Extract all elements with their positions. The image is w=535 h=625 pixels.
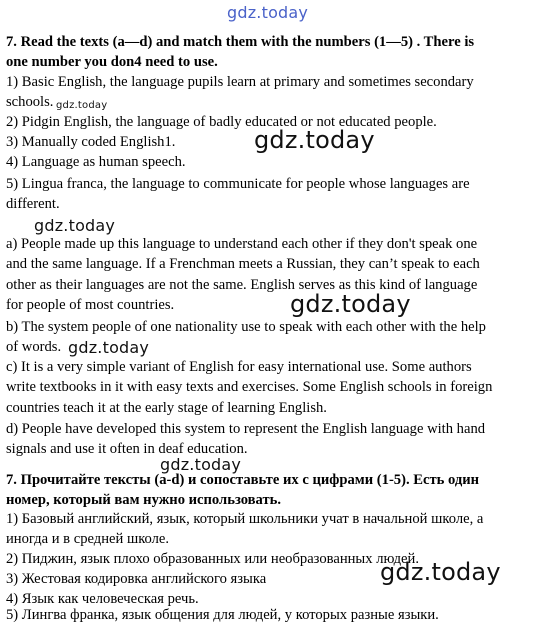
item-1: 1) Basic English, the language pupils learn at primary and sometimes secondary [6,74,474,90]
watermark-logo: gdz.today [380,558,501,586]
item-1-continued: schools. [6,94,54,110]
text-c-line-3: countries teach it at the early stage of learning English. [6,400,327,416]
item-5: 5) Lingua franca, the language to communicate for people whose languages are [6,176,470,192]
russian-item-4: 4) Язык как человеческая речь. [6,591,199,607]
item-5-continued: different. [6,196,60,212]
text-a-line-2: and the same language. If a Frenchman meets a Russian, they can’t speak to each [6,256,480,272]
watermark-logo: gdz.today [254,126,375,154]
text-b-line-2: of words. [6,339,62,355]
text-a-line-3: other as their languages are not the same. English serves as this kind of language [6,277,478,293]
watermark-logo: gdz.today [34,216,116,235]
watermark-logo: gdz.today [227,3,309,22]
task-title: 7. Read the texts (a—d) and match them with the numbers (1—5) . There is [6,34,475,50]
item-2: 2) Pidgin English, the language of badly educated or not educated people. [6,114,437,130]
text-d: d) People have developed this system to represent the English language with hand [6,421,486,437]
text-a: a) People made up this language to understand each other if they don't speak one [6,236,478,252]
russian-item-5: 5) Лингва франка, язык общения для людей, у которых разные языки. [6,607,439,623]
text-c-line-2: write textbooks in it with easy texts and exercises. Some English schools in foreign [6,379,493,395]
text-a-line-4: for people of most countries. [6,297,175,313]
russian-item-1-continued: иногда и в средней школе. [6,531,170,547]
item-3: 3) Manually coded English1. [6,134,176,150]
text-b: b) The system people of one nationality use to speak with each other with the help [6,319,486,335]
watermark-logo: gdz.today [160,455,242,474]
text-d-line-2: signals and use it often in deaf education. [6,441,248,457]
task-title-russian-continued: номер, который вам нужно использовать. [6,492,281,508]
task-title-continued: one number you don4 need to use. [6,54,218,70]
task-title-russian: 7. Прочитайте тексты (a-d) и сопоставьте их с цифрами (1-5). Есть один [6,472,480,488]
watermark-logo: gdz.today [68,338,150,357]
text-c: c) It is a very simple variant of English for easy international use. Some authors [6,359,472,375]
russian-item-2: 2) Пиджин, язык плохо образованных или необразованных людей. [6,551,419,567]
watermark-logo: gdz.today [56,100,108,111]
russian-item-3: 3) Жестовая кодировка английского языка [6,571,267,587]
russian-item-1: 1) Базовый английский, язык, который школьники учат в начальной школе, а [6,511,484,527]
item-4: 4) Language as human speech. [6,154,186,170]
watermark-logo: gdz.today [290,290,411,318]
